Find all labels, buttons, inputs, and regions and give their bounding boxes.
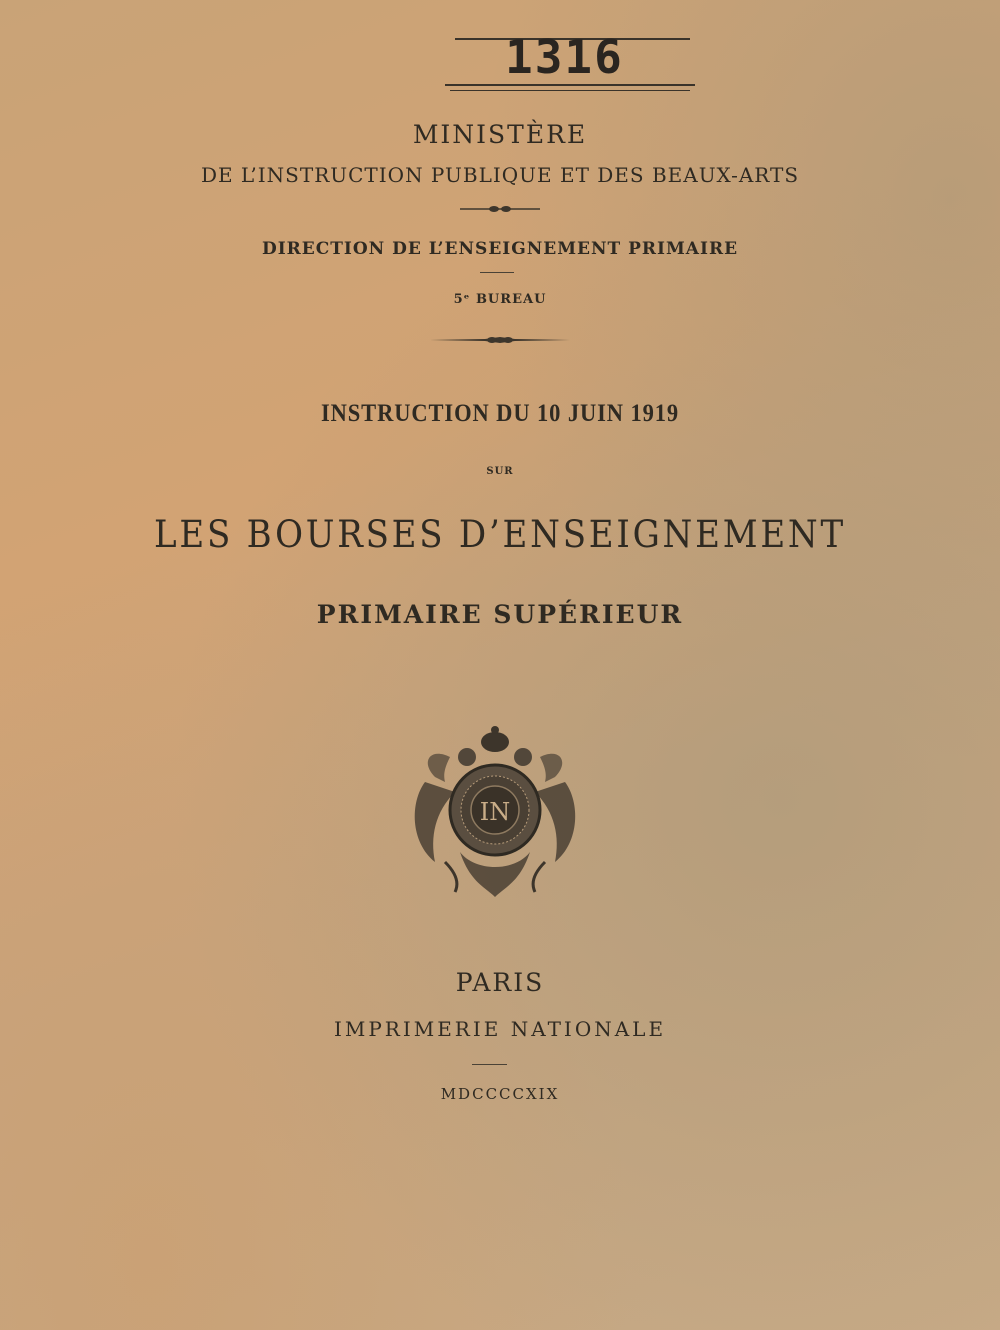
stamp-bottom-line	[445, 84, 695, 86]
sur-label: SUR	[486, 466, 514, 477]
ornament-divider-large-icon	[0, 331, 1000, 350]
main-title: LES BOURSES D’ENSEIGNEMENT	[154, 513, 846, 556]
ornament-divider-icon	[0, 200, 1000, 219]
imprimerie-nationale-seal-icon	[405, 722, 585, 902]
imprint-year: MDCCCCXIX	[440, 1085, 560, 1103]
imprint-printer: IMPRIMERIE NATIONALE	[333, 1017, 667, 1041]
stamp-bottom-line-2	[450, 90, 690, 91]
bureau-label: 5ᵉ BUREAU	[453, 292, 547, 307]
imprint-rule	[472, 1064, 507, 1065]
short-rule	[480, 272, 514, 273]
imprint-city: PARIS	[455, 968, 545, 997]
stamp-number: 1316	[505, 30, 624, 84]
instruction-title: INSTRUCTION DU 10 JUIN 1919	[320, 400, 680, 427]
ministry-heading: MINISTÈRE	[412, 120, 588, 149]
ministry-subheading: DE L’INSTRUCTION PUBLIQUE ET DES BEAUX-ARTS	[200, 163, 800, 187]
subtitle: PRIMAIRE SUPÉRIEUR	[316, 600, 684, 629]
seal-monogram: IN	[479, 798, 511, 826]
direction-heading: DIRECTION DE L’ENSEIGNEMENT PRIMAIRE	[261, 239, 739, 259]
